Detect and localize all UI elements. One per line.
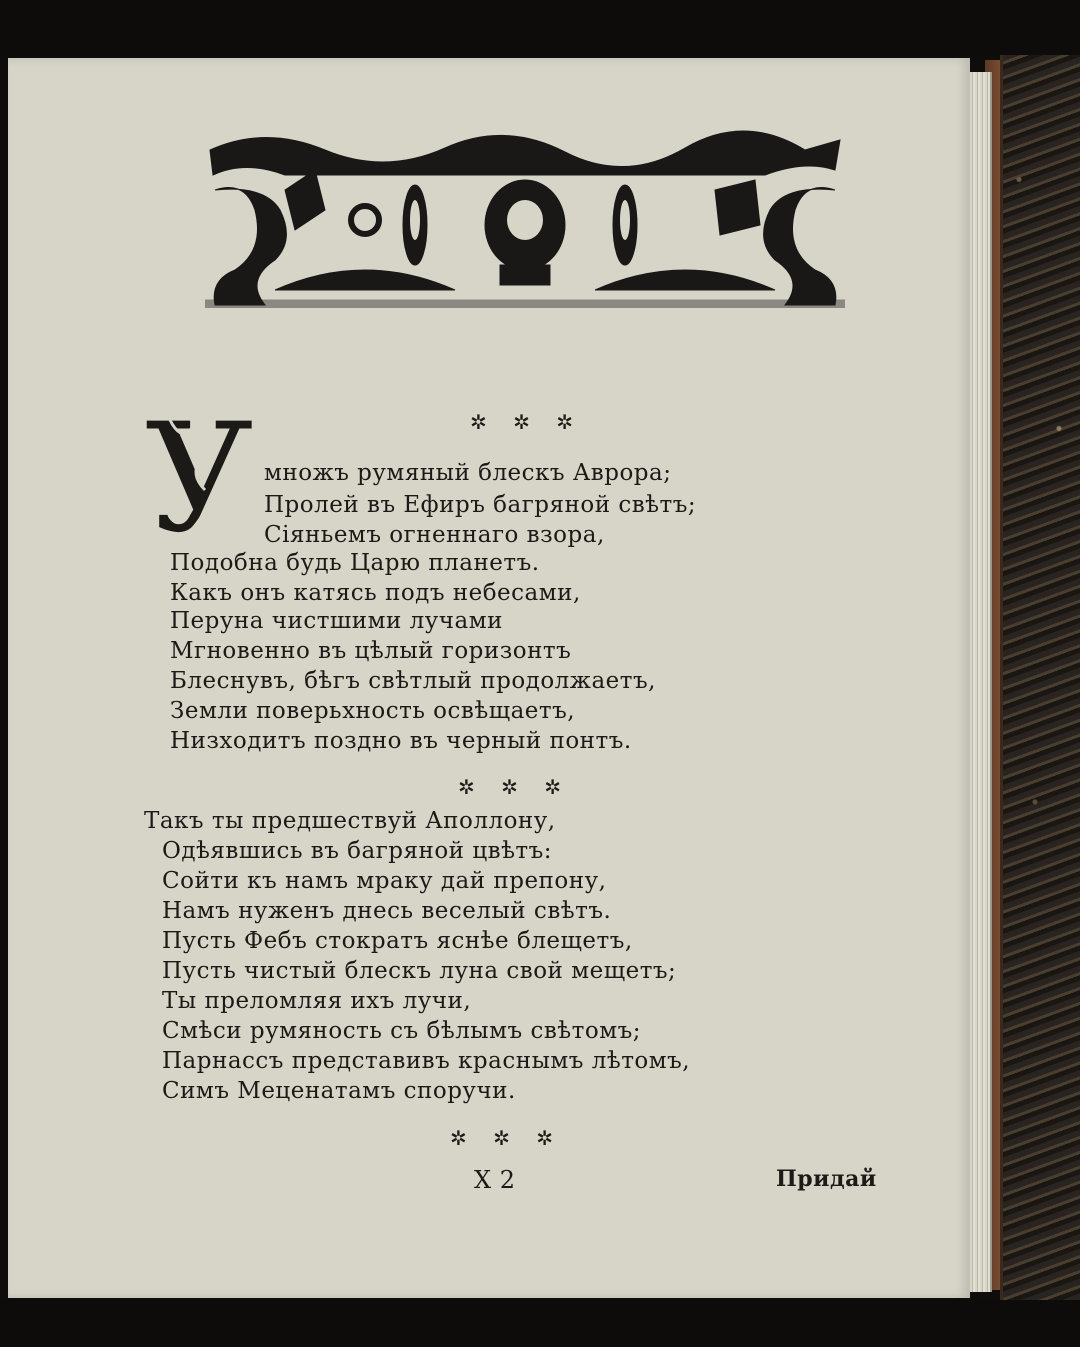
- verse-line: Низходитъ поздно въ черный понтъ.: [170, 728, 632, 754]
- verse-line: Такъ ты предшествуй Аполлону,: [144, 808, 556, 834]
- dropcap-letter: У: [145, 400, 254, 550]
- signature-mark: Х 2: [474, 1166, 516, 1194]
- verse-line: Симъ Меценатамъ споручи.: [162, 1078, 516, 1104]
- ornament-divider: ✲ ✲ ✲: [470, 410, 583, 434]
- verse-line: Ты преломляя ихъ лучи,: [162, 988, 472, 1014]
- verse-line: Сіяньемъ огненнаго взора,: [264, 522, 605, 548]
- verse-line: Одѣявшись въ багряной цвѣтъ:: [162, 838, 553, 864]
- marbled-cover: [1000, 55, 1080, 1300]
- verse-line: Земли поверьхность освѣщаетъ,: [170, 698, 576, 724]
- background-bottom: [0, 1300, 1080, 1347]
- verse-line: Подобна будь Царю планетъ.: [170, 550, 540, 576]
- verse-line: Пусть Фебъ стократъ яснѣе блещетъ,: [162, 928, 633, 954]
- verse-line: Парнассъ представивъ краснымъ лѣтомъ,: [162, 1048, 691, 1074]
- background-top: [0, 0, 1080, 55]
- verse-line: Пролей въ Ефиръ багряной свѣтъ;: [264, 492, 697, 518]
- verse-line: Какъ онъ катясь подъ небесами,: [170, 580, 581, 606]
- verse-line: Намъ нуженъ днесь веселый свѣтъ.: [162, 898, 612, 924]
- verse-line: множъ румяный блескъ Аврора;: [264, 460, 672, 486]
- verse-line: Смѣси румяность съ бѣлымъ свѣтомъ;: [162, 1018, 641, 1044]
- headpiece-ornament: [205, 130, 845, 308]
- verse-line: Блеснувъ, бѣгъ свѣтлый продолжаетъ,: [170, 668, 656, 694]
- verse-line: Перуна чистшими лучами: [170, 608, 503, 634]
- verse-line: Пусть чистый блескъ луна свой мещетъ;: [162, 958, 677, 984]
- ornament-divider: ✲ ✲ ✲: [450, 1126, 563, 1150]
- verse-line: Мгновенно въ цѣлый горизонтъ: [170, 638, 572, 664]
- decorated-initial-letter: [140, 400, 260, 550]
- ornament-divider: ✲ ✲ ✲: [458, 775, 571, 799]
- catchword: Придай: [776, 1166, 877, 1192]
- verse-line: Сойти къ намъ мраку дай препону,: [162, 868, 607, 894]
